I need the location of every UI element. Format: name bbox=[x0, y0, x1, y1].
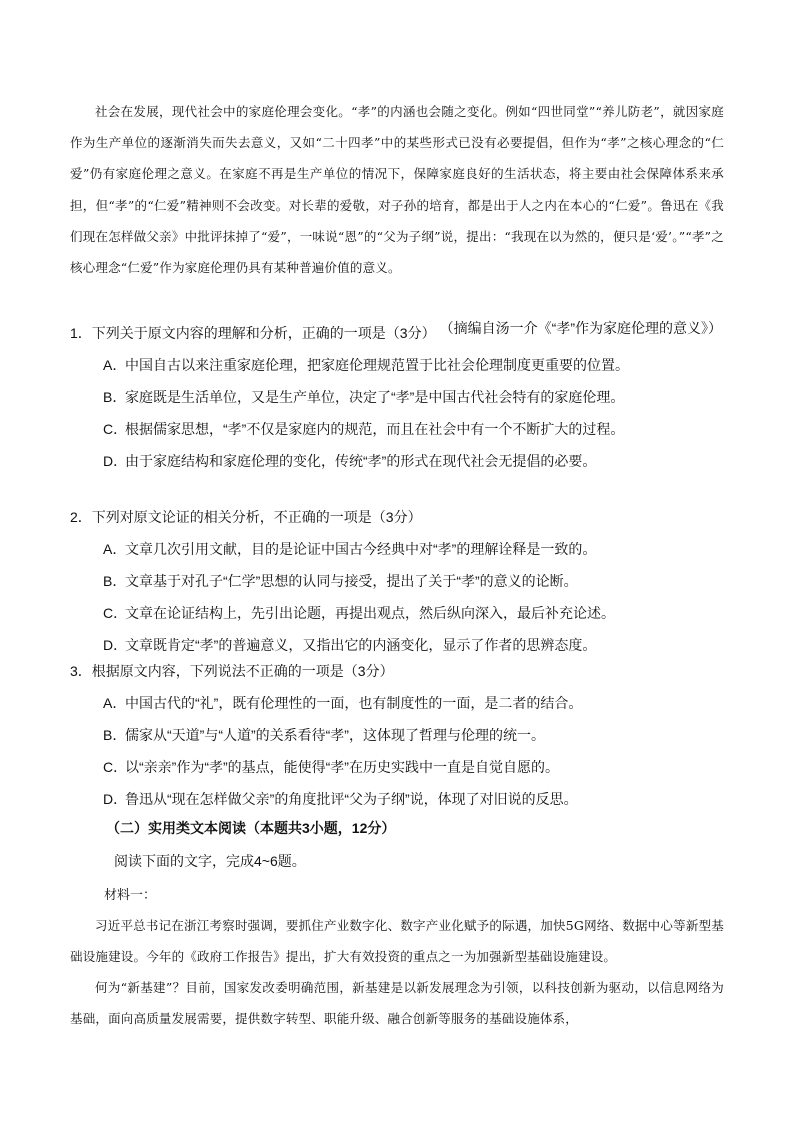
option-text: 中国自古以来注重家庭伦理，把家庭伦理规范置于比社会伦理制度更重要的位置。 bbox=[125, 357, 629, 373]
question-2 bbox=[70, 506, 740, 666]
option-letter: D． bbox=[103, 791, 128, 807]
option-text: 家庭既是生活单位，又是生产单位，决定了“孝”是中国古代社会特有的家庭伦理。 bbox=[125, 389, 625, 405]
option-letter: C． bbox=[103, 421, 128, 437]
option-d bbox=[70, 450, 740, 482]
material-paragraph: 何为“新基建”？目前，国家发改委明确范围，新基建是以新发展理念为引领，以科技创新为驱动，以信息网络为基础，面向高质量发展需要，提供数字转型、职能升级、融合创新等服务的基础设施体系， bbox=[70, 980, 724, 1026]
option-c bbox=[70, 602, 740, 634]
material-text bbox=[70, 910, 724, 1034]
option-d bbox=[70, 788, 740, 820]
option-text: 文章基于对孔子“仁学”思想的认同与接受，提出了关于“孝”的意义的论断。 bbox=[125, 573, 578, 589]
option-a bbox=[70, 354, 740, 386]
option-text: 文章几次引用文献，目的是论证中国古今经典中对“孝”的理解诠释是一致的。 bbox=[125, 541, 597, 557]
option-letter: A． bbox=[103, 541, 127, 557]
option-text: 以“亲亲”作为“孝”的基点，能使得“孝”在历史实践中一直是自觉自愿的。 bbox=[125, 759, 559, 775]
option-letter: B． bbox=[103, 389, 127, 405]
question-stem: 1．下列关于原文内容的理解和分析，正确的一项是（3分） bbox=[70, 325, 436, 341]
material-label: 材料一： bbox=[104, 888, 157, 903]
option-text: 文章既肯定“孝”的普遍意义，又指出它的内涵变化，显示了作者的思辨态度。 bbox=[125, 637, 597, 653]
option-a bbox=[70, 692, 740, 724]
option-letter: B． bbox=[103, 727, 127, 743]
source-citation: （摘编自汤一介《“孝”作为家庭伦理的意义》） bbox=[439, 320, 722, 336]
option-text: 文章在论证结构上，先引出论题，再提出观点，然后纵向深入，最后补充论述。 bbox=[125, 605, 615, 621]
option-text: 儒家从“天道”与“人道”的关系看待“孝”，这体现了哲理与伦理的统一。 bbox=[125, 727, 545, 743]
option-b bbox=[70, 386, 740, 418]
option-text: 中国古代的“礼”，既有伦理性的一面，也有制度性的一面，是二者的结合。 bbox=[125, 695, 583, 711]
option-letter: C． bbox=[103, 605, 128, 621]
option-c bbox=[70, 756, 740, 788]
option-letter: A． bbox=[103, 357, 127, 373]
option-letter: A． bbox=[103, 695, 127, 711]
option-letter: D． bbox=[103, 453, 128, 469]
question-stem: 3．根据原文内容，下列说法不正确的一项是（3分） bbox=[70, 663, 394, 679]
material-paragraph: 习近平总书记在浙江考察时强调，要抓住产业数字化、数字产业化赋予的际遇，加快5G网络、数据中心等新型基础设施建设。今年的《政府工作报告》提出，扩大有效投资的重点之一为加强新型基础设施建设。 bbox=[70, 918, 724, 964]
option-c bbox=[70, 418, 740, 450]
option-text: 鲁迅从“现在怎样做父亲”的角度批评“父为子纲”说，体现了对旧说的反思。 bbox=[125, 791, 578, 807]
instruction-text: 阅读下面的文字，完成4~6题。 bbox=[114, 853, 306, 869]
option-letter: C． bbox=[103, 759, 128, 775]
option-letter: D． bbox=[103, 637, 128, 653]
option-text: 由于家庭结构和家庭伦理的变化，传统“孝”的形式在现代社会无提倡的必要。 bbox=[125, 453, 597, 469]
option-a bbox=[70, 538, 740, 570]
question-3 bbox=[70, 660, 740, 820]
option-text: 根据儒家思想，“孝”不仅是家庭内的规范，而且在社会中有一个不断扩大的过程。 bbox=[125, 421, 625, 437]
passage-text: 社会在发展，现代社会中的家庭伦理会变化。“孝”的内涵也会随之变化。例如“四世同堂”“养儿防老”，就因家庭作为生产单位的逐渐消失而失去意义，又如“二十四孝”中的某些形式已没有必要提倡，但作为“孝”之核心理念的“仁爱”仍有家庭伦理之意义。在家庭不再是生产单位的情况下，保障家庭良好的生活状态，将主要由社会保障体系来承担，但“孝”的“仁爱”精神则不会改变。对长辈的爱敬，对子孙的培育，都是出于人之内在本心的“仁爱”。鲁迅在《我们现在怎样做父亲》中批评抹掉了“爱”，一味说“恩”的“父为子纲”说，提出：“我现在以为然的，便只是‘爱’。”“孝”之核心理念“仁爱”作为家庭伦理仍具有某种普遍价值的意义。 bbox=[70, 104, 724, 276]
option-b bbox=[70, 570, 740, 602]
section-title: （二）实用类文本阅读（本题共3小题，12分） bbox=[106, 820, 396, 836]
question-1 bbox=[70, 322, 740, 482]
option-letter: B． bbox=[103, 573, 127, 589]
option-b bbox=[70, 724, 740, 756]
question-stem: 2．下列对原文论证的相关分析，不正确的一项是（3分） bbox=[70, 509, 422, 525]
